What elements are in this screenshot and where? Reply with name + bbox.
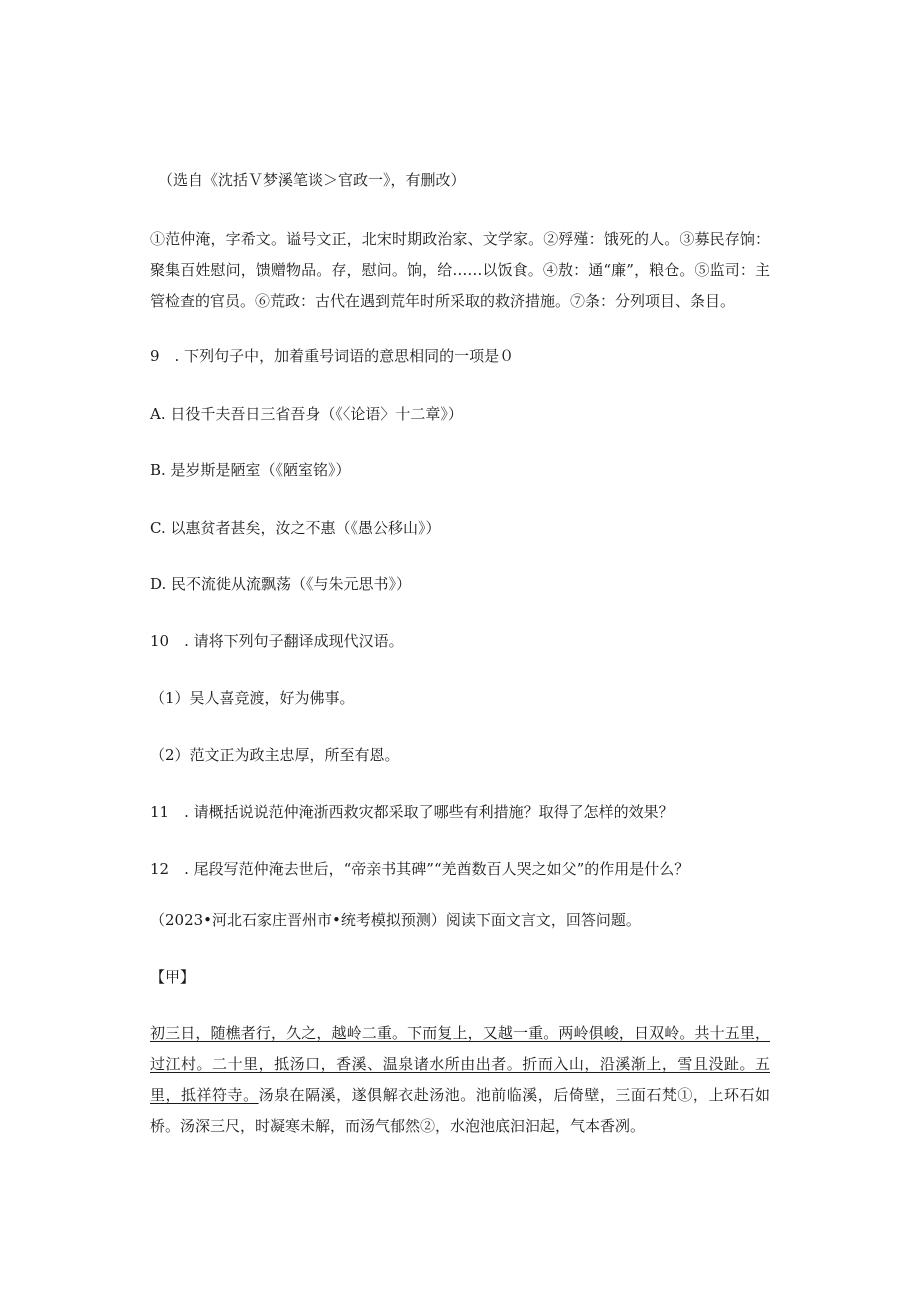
passage-jia-rest: 汤泉在隔溪，遂俱解衣赴汤池。池前临溪，后倚壁，三面石梵①，上环石如桥。汤深三尺，时凝寒未解，而汤气郁然②，水泡池底汩汩起，气本香冽。	[150, 1086, 770, 1135]
question-9-option-d: D. 民不流徙从流飘荡（《与朱元思书》）	[150, 575, 412, 593]
question-9-option-c: C. 以惠贫者甚矣，汝之不惠（《愚公移山》）	[150, 519, 441, 537]
question-9-stem: 9 . 下列句子中，加着重号词语的意思相同的一项是０	[150, 347, 515, 365]
passage-jia-underlined: 初三日，随樵者行，久之，越岭二重。下而复上，又越一重。两岭俱峻，日双岭。共十五里，过江村。二十里，抵汤口，香溪、温泉诸水所由出者。折而入山，沿溪渐上，雪且没趾。五里，抵祥符寺。	[150, 1024, 770, 1104]
question-12: 12 . 尾段写范仲淹去世后，“帝亲书其碑”“羌酋数百人哭之如父”的作用是什么？	[150, 860, 690, 878]
question-9-option-a: A. 日役千夫吾日三省吾身（《〈论语〉十二章》）	[150, 405, 463, 423]
passage-jia-text	[150, 1018, 770, 1142]
question-9-option-b: B. 是岁斯是陋室（《陋室铭》）	[150, 461, 351, 479]
question-11: 11 . 请概括说说范仲淹浙西救灾都采取了哪些有利措施？取得了怎样的效果？	[150, 803, 674, 821]
question-10-item-2: （2）范文正为政主忠厚，所至有恩。	[150, 746, 400, 764]
annotation-notes: ①范仲淹，字希文。谥号文正，北宋时期政治家、文学家。②殍殣：饿死的人。③募民存饷：聚集百姓慰问，馈赠物品。存，慰问。饷，给……以饭食。④敖：通“廉”，粮仓。⑤监司：主管检查的官员。⑥荒政：古代在遇到荒年时所采取的救济措施。⑦条：分列项目、条目。	[150, 230, 770, 310]
question-10-stem: 10 . 请将下列句子翻译成现代汉语。	[150, 632, 404, 650]
question-10-item-1: （1）吴人喜竞渡，好为佛事。	[150, 689, 355, 707]
source-citation: （选自《沈括Ｖ梦溪笔谈＞官政一》，有删改）	[158, 171, 466, 189]
passage-jia-label: 【甲】	[150, 968, 196, 986]
reading-intro: （2023•河北石家庄晋州市•统考模拟预测）阅读下面文言文，回答问题。	[150, 911, 641, 929]
